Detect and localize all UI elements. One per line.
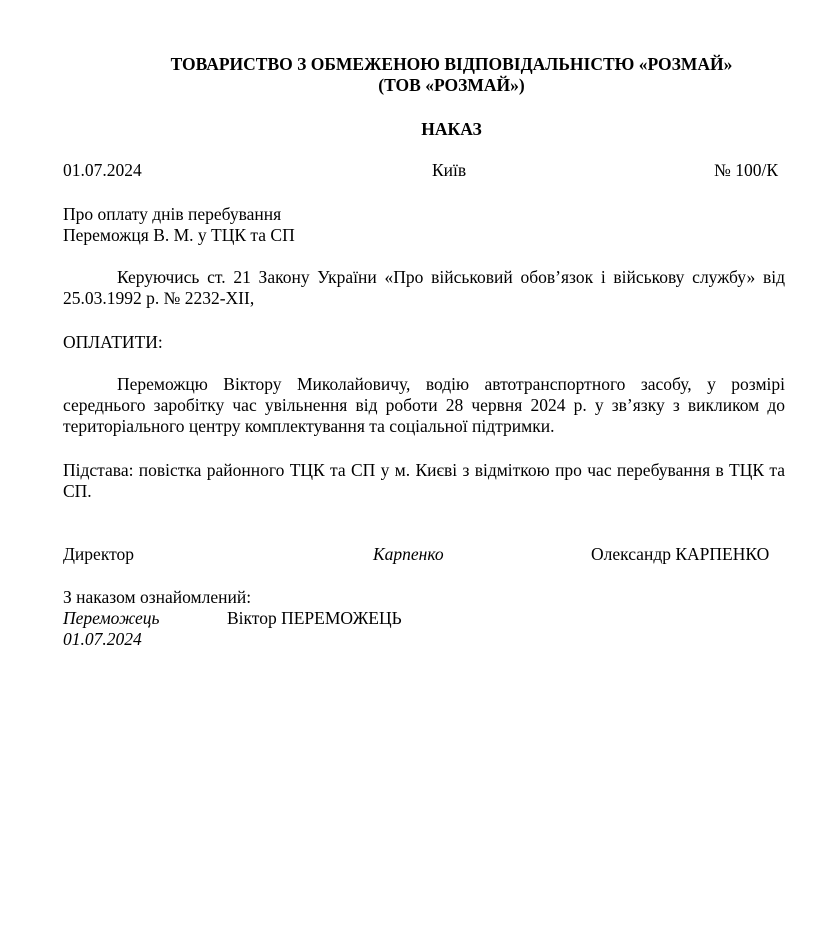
signatory-position: Директор <box>63 544 135 564</box>
command-heading: ОПЛАТИТИ: <box>63 332 163 352</box>
document-type: НАКАЗ <box>421 119 482 139</box>
legal-basis-text: Керуючись ст. 21 Закону України «Про військовий обов’язок і військову службу» від 25.03.1992 р. № 2232-XII, <box>63 267 785 308</box>
subject-line-1: Про оплату днів перебування <box>63 204 282 224</box>
subject-line-2: Переможця В. М. у ТЦК та СП <box>63 225 295 245</box>
order-date: 01.07.2024 <box>63 160 142 180</box>
director-signature: Карпенко <box>373 544 444 564</box>
order-city: Київ <box>432 160 467 180</box>
acknowledgement-label: З наказом ознайомлений: <box>63 587 252 607</box>
company-name: ТОВАРИСТВО З ОБМЕЖЕНОЮ ВІДПОВІДАЛЬНІСТЮ «РОЗМАЙ» <box>170 54 733 74</box>
legal-basis-paragraph <box>63 267 785 309</box>
order-subject <box>63 204 363 246</box>
signatory-name: Олександр КАРПЕНКО <box>591 544 770 564</box>
employee-name: Віктор ПЕРЕМОЖЕЦЬ <box>227 608 402 628</box>
company-short-name: (ТОВ «РОЗМАЙ») <box>378 75 525 95</box>
acknowledgement-date: 01.07.2024 <box>63 629 142 649</box>
employee-signature: Переможець <box>63 608 160 628</box>
main-text: Переможцю Віктору Миколайовичу, водію автотранспортного засобу, у розмірі середнього заробітку час увільнення від роботи 28 червня 2024 р. у зв’язку з викликом до територіального центру комплектування та соціальної підтримки. <box>63 374 785 436</box>
main-paragraph <box>63 374 785 437</box>
order-number: № 100/К <box>714 160 778 180</box>
ground-paragraph: Підстава: повістка районного ТЦК та СП у м. Києві з відміткою про час перебування в ТЦК та СП. <box>63 460 785 501</box>
